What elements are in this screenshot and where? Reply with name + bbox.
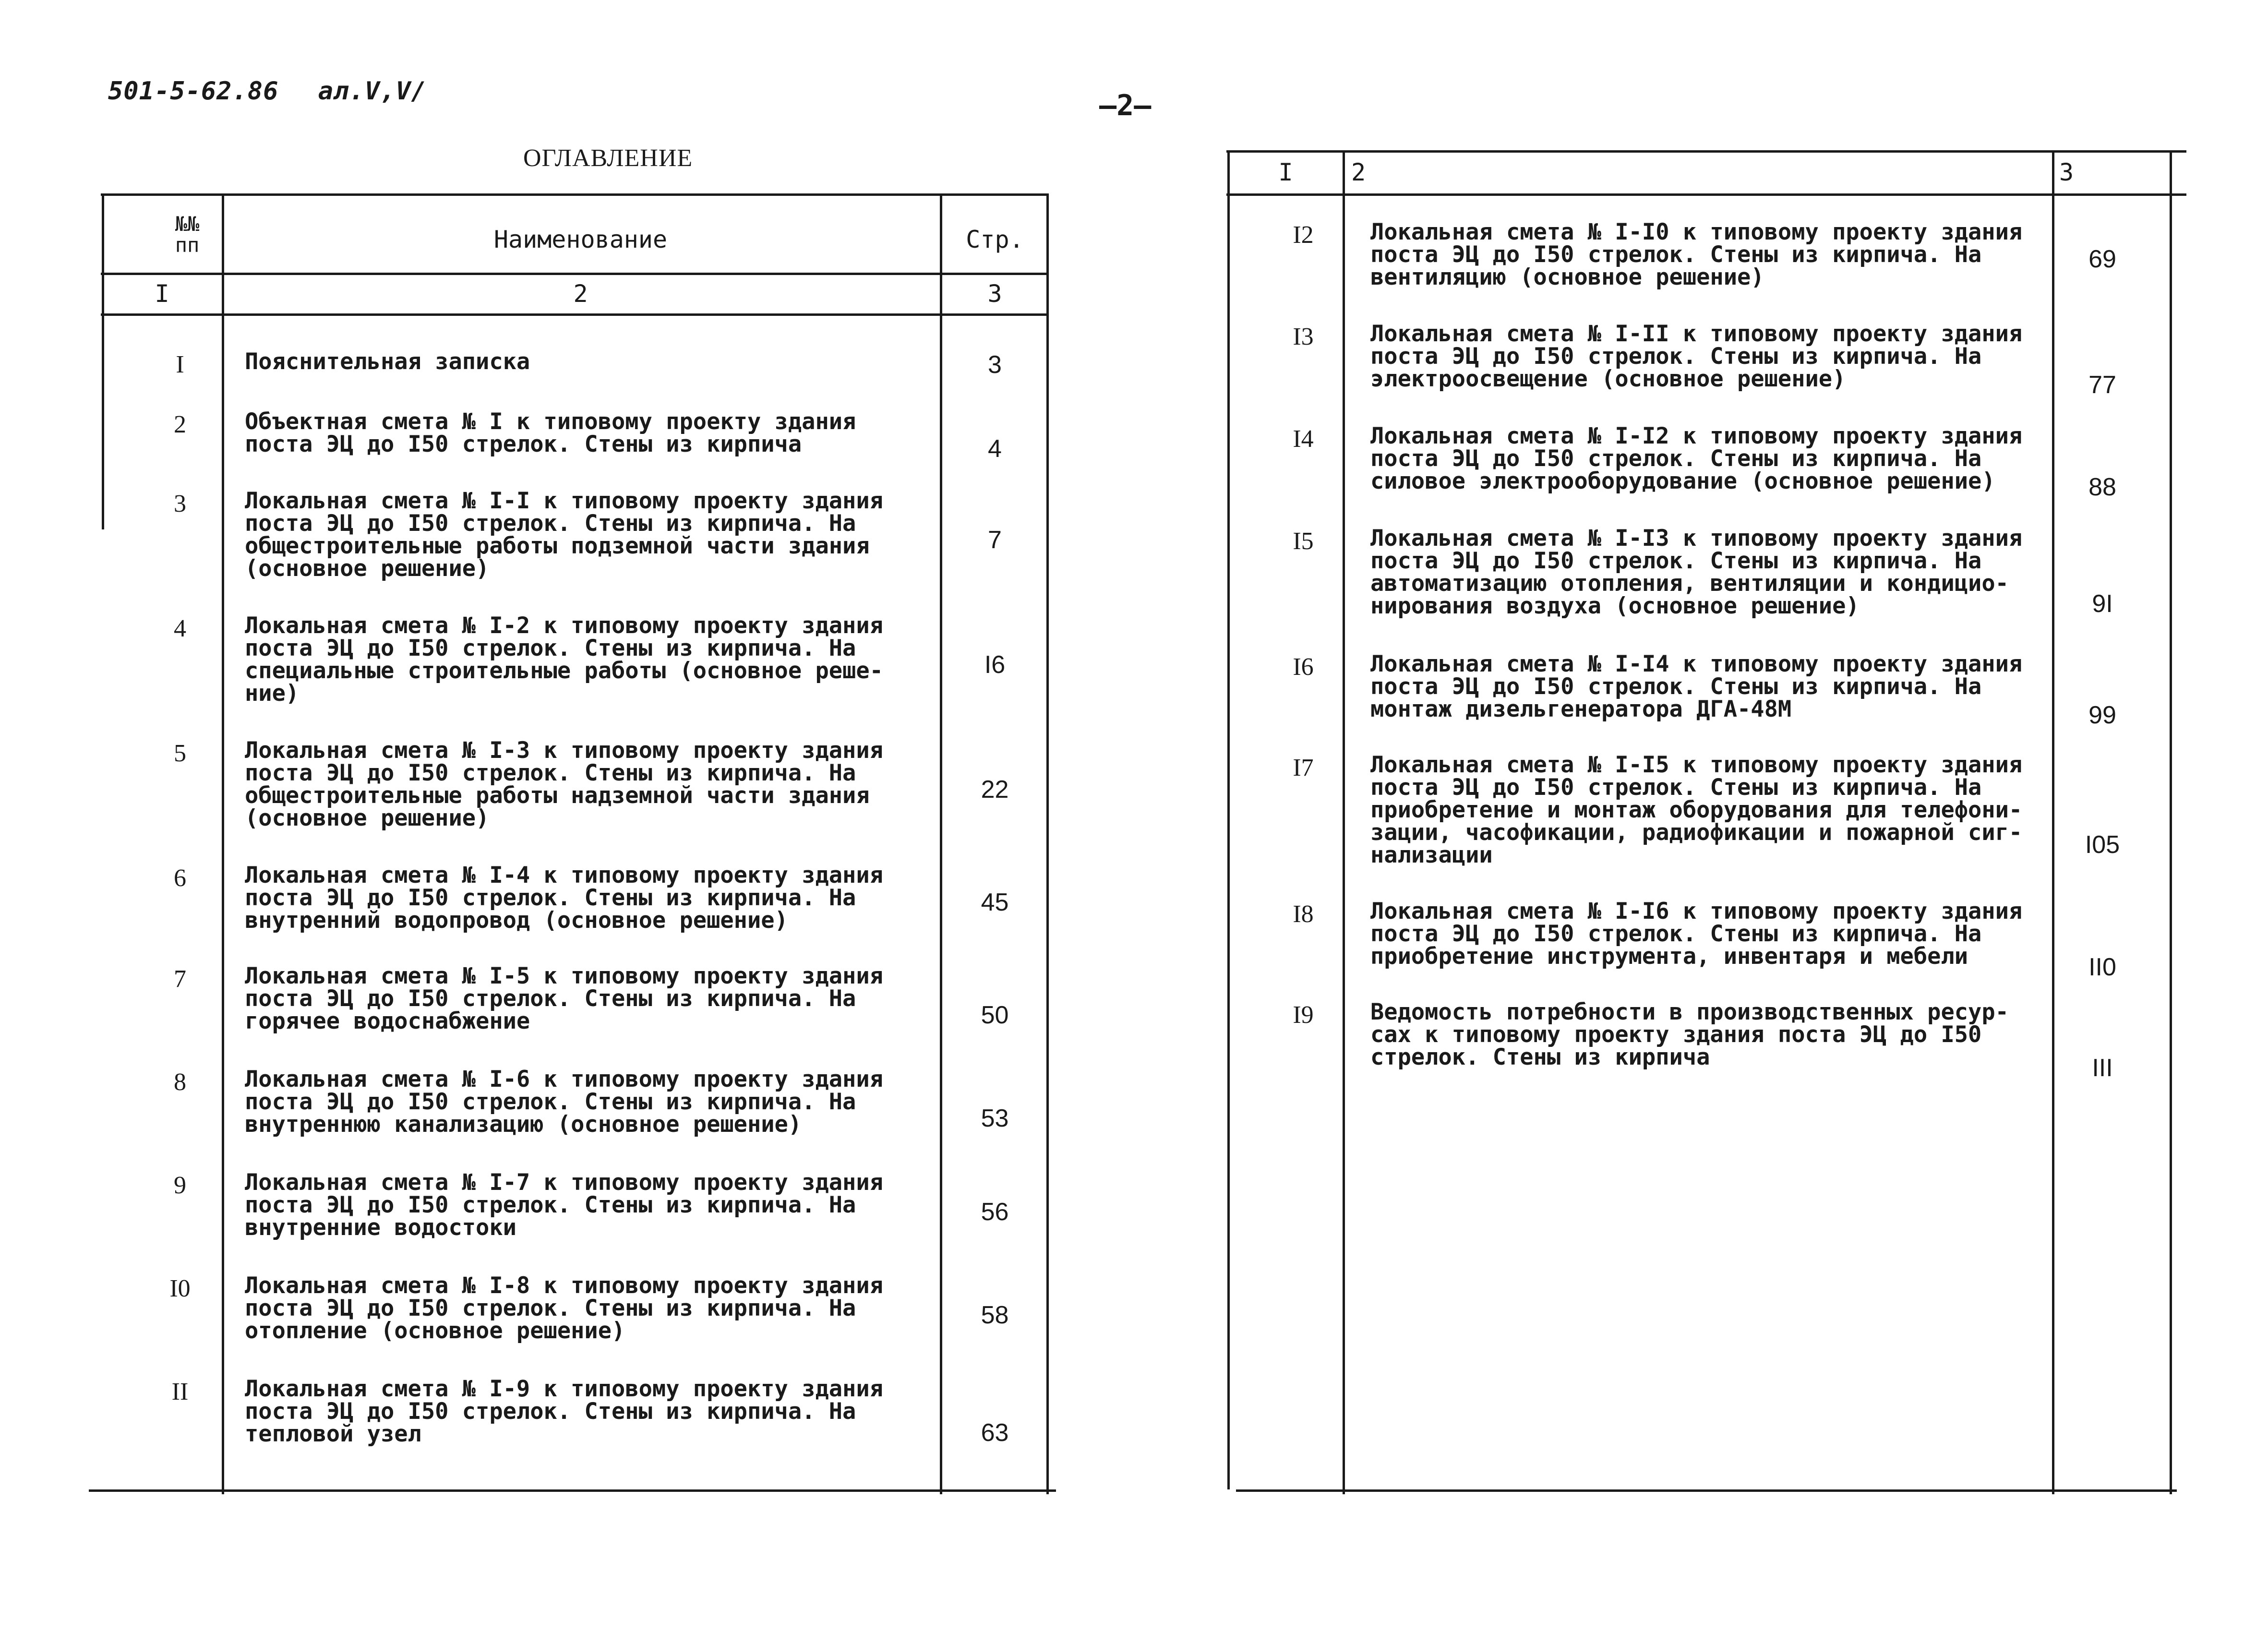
column-index-number: I <box>155 280 169 308</box>
left-row-name: Локальная смета № I-3 к типовому проекту здания поста ЭЦ до I50 стрелок. Стены из кирпича. На общестроительные работы надземной части здания (основное решение) <box>245 737 883 831</box>
right-row-name: Локальная смета № I-I6 к типовому проекту здания поста ЭЦ до I50 стрелок. Стены из кирпича. На приобретение инструмента, инвентаря и мебели <box>1370 898 2023 970</box>
right-row-number: I2 <box>1293 221 1314 249</box>
document-code-number: 501-5-62.86 <box>108 77 279 106</box>
right-row-number: I5 <box>1293 528 1314 555</box>
left-row-page: 56 <box>981 1198 1009 1226</box>
document-code-note: ал.V,V/ <box>318 77 427 106</box>
left-row-page: 22 <box>981 776 1009 804</box>
left-row-name: Локальная смета № I-4 к типовому проекту здания поста ЭЦ до I50 стрелок. Стены из кирпича. На внутренний водопровод (основное решение) <box>245 862 883 934</box>
left-row-page: 58 <box>981 1301 1009 1329</box>
left-row-page: I6 <box>984 651 1006 679</box>
left-row-number: 4 <box>174 615 186 642</box>
left-row-page: 7 <box>988 526 1002 554</box>
right-row-page: 88 <box>2088 473 2116 501</box>
right-row-number: I8 <box>1293 900 1314 928</box>
left-row-name: Пояснительная записка <box>245 348 530 375</box>
right-row-page: II0 <box>2088 953 2116 981</box>
right-row-name: Локальная смета № I-I0 к типовому проекту здания поста ЭЦ до I50 стрелок. Стены из кирпича. На вентиляцию (основное решение) <box>1370 219 2023 290</box>
left-row-number: 2 <box>174 411 186 438</box>
right-row-name: Локальная смета № I-I4 к типовому проекту здания поста ЭЦ до I50 стрелок. Стены из кирпича. На монтаж дизельгенератора ДГА-48М <box>1370 651 2023 722</box>
right-row-number: I4 <box>1293 425 1314 453</box>
right-column-index-page: 3 <box>2059 158 2074 186</box>
right-row-page: 69 <box>2088 245 2116 273</box>
page-number: —2— <box>1099 89 1152 122</box>
left-row-number: II <box>171 1378 189 1405</box>
left-row-page: 50 <box>981 1001 1009 1029</box>
left-row-name: Локальная смета № I-2 к типовому проекту здания поста ЭЦ до I50 стрелок. Стены из кирпича. На специальные строительные работы (основное реше- ние) <box>245 612 883 707</box>
left-row-page: 63 <box>981 1419 1009 1447</box>
left-row-page: 53 <box>981 1104 1009 1132</box>
right-row-name: Локальная смета № I-I5 к типовому проекту здания поста ЭЦ до I50 стрелок. Стены из кирпича. На приобретение и монтаж оборудования для телефони- зации, часофикации, радиофикации и пожарной сиг- нализации <box>1370 752 2023 868</box>
right-row-page: I05 <box>2085 831 2120 859</box>
right-row-number: I9 <box>1293 1001 1314 1029</box>
left-row-number: 3 <box>174 490 186 517</box>
right-row-name: Локальная смета № I-I2 к типовому проекту здания поста ЭЦ до I50 стрелок. Стены из кирпича. На силовое электрооборудование (основное решение) <box>1370 423 2023 494</box>
left-row-name: Локальная смета № I-9 к типовому проекту здания поста ЭЦ до I50 стрелок. Стены из кирпича. На тепловой узел <box>245 1376 883 1447</box>
right-row-number: I3 <box>1293 323 1314 350</box>
right-row-page: III <box>2092 1054 2113 1082</box>
left-row-name: Локальная смета № I-I к типовому проекту здания поста ЭЦ до I50 стрелок. Стены из кирпича. На общестроительные работы подземной части здания (основное решение) <box>245 488 883 582</box>
left-row-number: I0 <box>169 1275 191 1302</box>
left-row-name: Локальная смета № I-6 к типовому проекту здания поста ЭЦ до I50 стрелок. Стены из кирпича. На внутреннюю канализацию (основное решение) <box>245 1066 883 1138</box>
column-header-name: Наименование <box>493 226 668 253</box>
column-index-name: 2 <box>573 280 588 308</box>
left-row-number: 6 <box>174 864 186 892</box>
left-row-number: 9 <box>174 1172 186 1199</box>
left-row-page: 3 <box>988 351 1002 379</box>
right-row-number: I6 <box>1293 653 1314 681</box>
toc-title: ОГЛАВЛЕНИЕ <box>523 144 693 172</box>
left-row-name: Локальная смета № I-7 к типовому проекту здания поста ЭЦ до I50 стрелок. Стены из кирпича. На внутренние водостоки <box>245 1169 883 1241</box>
right-row-page: 77 <box>2088 371 2116 399</box>
left-row-name: Локальная смета № I-5 к типовому проекту здания поста ЭЦ до I50 стрелок. Стены из кирпича. На горячее водоснабжение <box>245 963 883 1034</box>
right-row-page: 99 <box>2088 701 2116 729</box>
left-row-number: 7 <box>174 965 186 993</box>
left-row-name: Объектная смета № I к типовому проекту здания поста ЭЦ до I50 стрелок. Стены из кирпича <box>245 408 856 457</box>
document-code <box>108 77 427 106</box>
right-row-page: 9I <box>2092 590 2113 618</box>
right-row-name: Ведомость потребности в производственных ресур- сах к типовому проекту здания поста ЭЦ до I50 стрелок. Стены из кирпича <box>1370 999 2009 1070</box>
left-row-number: 5 <box>174 740 186 767</box>
left-row-number: I <box>176 351 184 378</box>
column-index-page: 3 <box>987 280 1002 308</box>
left-row-name: Локальная смета № I-8 к типовому проекту здания поста ЭЦ до I50 стрелок. Стены из кирпича. На отопление (основное решение) <box>245 1272 883 1344</box>
right-column-index-name: 2 <box>1351 158 1366 186</box>
left-row-page: 45 <box>981 888 1009 916</box>
left-row-page: 4 <box>988 435 1002 463</box>
column-header-page: Стр. <box>966 226 1024 253</box>
column-header-number: №№ пп <box>175 212 200 257</box>
right-column-index-number: I <box>1278 158 1293 186</box>
left-row-number: 8 <box>174 1068 186 1096</box>
right-row-name: Локальная смета № I-II к типовому проекту здания поста ЭЦ до I50 стрелок. Стены из кирпича. На электроосвещение (основное решение) <box>1370 321 2023 392</box>
right-row-name: Локальная смета № I-I3 к типовому проекту здания поста ЭЦ до I50 стрелок. Стены из кирпича. На автоматизацию отопления, вентиляции и кондицио- нирования воздуха (основное решение) <box>1370 525 2023 619</box>
right-row-number: I7 <box>1293 754 1314 781</box>
